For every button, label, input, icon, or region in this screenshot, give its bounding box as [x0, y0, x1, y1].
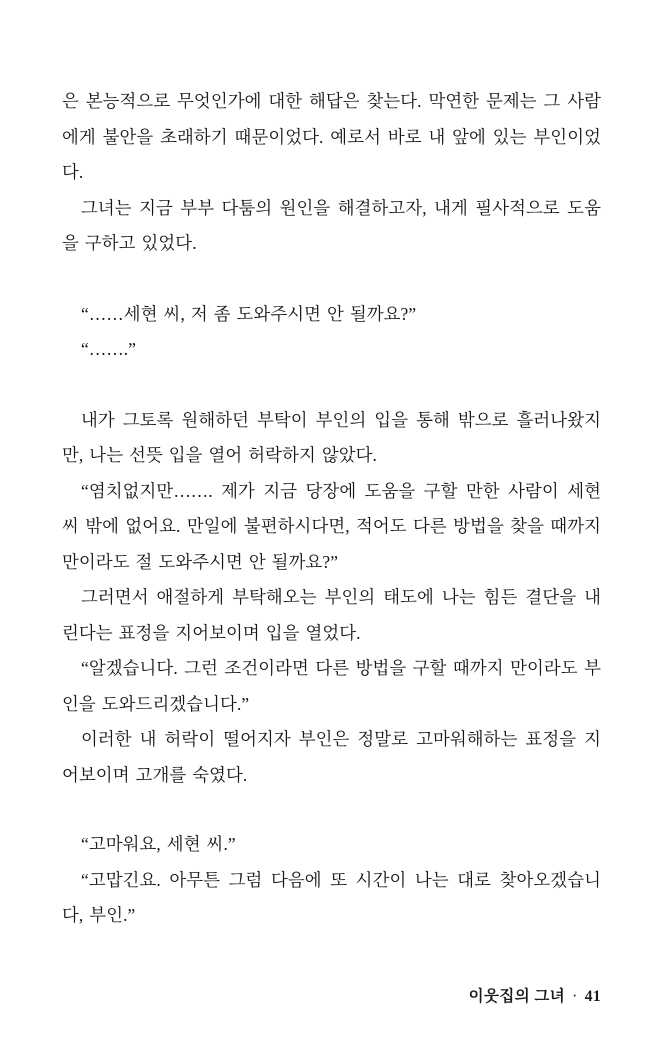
dialogue-line: “…….” [81, 339, 137, 359]
dialogue-line: “염치없지만……. 제가 지금 당장에 도움을 구할 만한 사람이 세현 씨 밖에 없어요. 만일에 불편하시다면, 적어도 다른 방법을 찾을 때까지만이라도 절 도와주시면 안 될까요?” [62, 480, 601, 572]
footer-book-title: 이웃집의 그녀 [468, 988, 566, 1005]
page-footer [62, 984, 601, 1006]
paragraph-spacer [62, 793, 601, 827]
dialogue-line: “고맙긴요. 아무튼 그럼 다음에 또 시간이 나는 대로 찾아오겠습니다, 부인.” [62, 869, 601, 925]
page-number: 41 [584, 988, 601, 1005]
paragraph: 내가 그토록 원해하던 부탁이 부인의 입을 통해 밖으로 흘러나왔지만, 나는 선뜻 입을 열어 허락하지 않았다. [62, 409, 601, 465]
dialogue-line: “알겠습니다. 그런 조건이라면 다른 방법을 구할 때까지 만이라도 부인을 도와드리겠습니다.” [62, 658, 601, 714]
paragraph-spacer [62, 262, 601, 297]
paragraph: 그러면서 애절하게 부탁해오는 부인의 태도에 나는 힘든 결단을 내린다는 표정을 지어보이며 입을 열었다. [62, 587, 601, 643]
dialogue-line: “고마워요, 세현 씨.” [81, 834, 236, 854]
page-body [62, 84, 601, 934]
paragraph-spacer [62, 368, 601, 403]
paragraph: 그녀는 지금 부부 다툼의 원인을 해결하고자, 내게 필사적으로 도움을 구하고 있었다. [62, 197, 601, 253]
paragraph: 은 본능적으로 무엇인가에 대한 해답은 찾는다. 막연한 문제는 그 사람에게 불안을 초래하기 때문이었다. 예로서 바로 내 앞에 있는 부인이었다. [62, 91, 601, 182]
dialogue-line: “……세현 씨, 저 좀 도와주시면 안 될까요?” [81, 303, 417, 324]
footer-separator: · [572, 988, 578, 1005]
paragraph: 이러한 내 허락이 떨어지자 부인은 정말로 고마워해하는 표정을 지어보이며 고개를 숙였다. [62, 729, 601, 785]
